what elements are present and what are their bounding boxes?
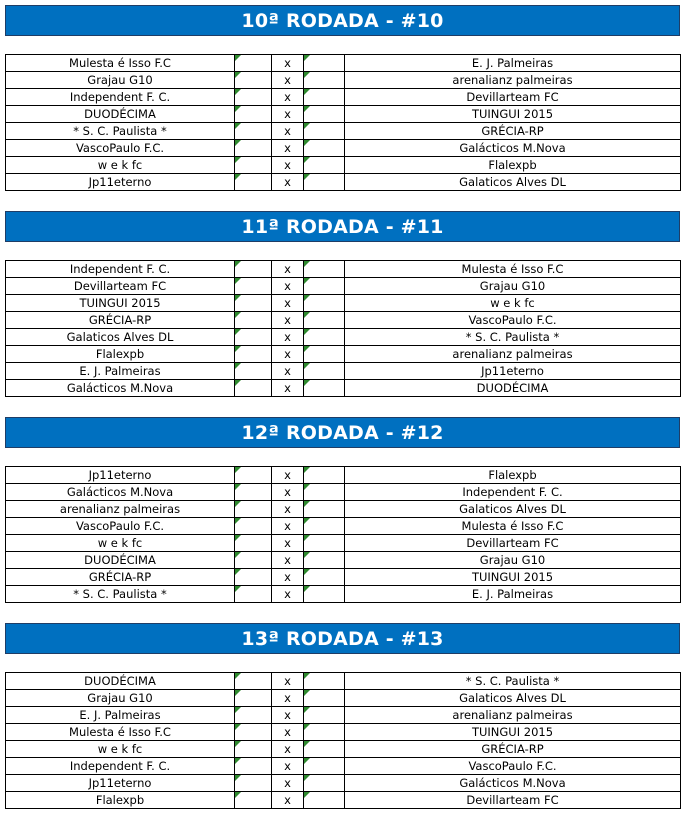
home-score-cell[interactable]	[235, 123, 272, 140]
match-row	[6, 380, 681, 397]
home-score-cell[interactable]	[235, 775, 272, 792]
home-score-cell[interactable]	[235, 586, 272, 603]
match-row	[6, 673, 681, 690]
match-row	[6, 741, 681, 758]
home-team: Mulesta é Isso F.C	[6, 55, 235, 72]
match-row	[6, 106, 681, 123]
home-score-cell[interactable]	[235, 380, 272, 397]
away-score-cell[interactable]	[304, 775, 345, 792]
home-score-cell[interactable]	[235, 467, 272, 484]
away-team: * S. C. Paulista *	[345, 329, 681, 346]
home-score-cell[interactable]	[235, 707, 272, 724]
home-score-cell[interactable]	[235, 501, 272, 518]
home-score-cell[interactable]	[235, 157, 272, 174]
away-score-cell[interactable]	[304, 569, 345, 586]
home-score-cell[interactable]	[235, 569, 272, 586]
away-team: arenalianz palmeiras	[345, 707, 681, 724]
away-score-cell[interactable]	[304, 278, 345, 295]
away-score-cell[interactable]	[304, 690, 345, 707]
away-team: Mulesta é Isso F.C	[345, 261, 681, 278]
round-title: 12ª RODADA - #12	[5, 417, 680, 448]
versus-label: x	[272, 174, 304, 191]
away-team: Grajau G10	[345, 552, 681, 569]
away-team: E. J. Palmeiras	[345, 55, 681, 72]
versus-label: x	[272, 89, 304, 106]
home-team: w e k fc	[6, 741, 235, 758]
home-team: GRÉCIA-RP	[6, 312, 235, 329]
home-team: DUODÉCIMA	[6, 673, 235, 690]
home-score-cell[interactable]	[235, 673, 272, 690]
match-row	[6, 690, 681, 707]
match-row	[6, 363, 681, 380]
versus-label: x	[272, 467, 304, 484]
match-row	[6, 707, 681, 724]
round-block	[5, 623, 680, 807]
away-score-cell[interactable]	[304, 707, 345, 724]
away-team: arenalianz palmeiras	[345, 346, 681, 363]
match-row	[6, 484, 681, 501]
home-score-cell[interactable]	[235, 535, 272, 552]
home-team: Flalexpb	[6, 346, 235, 363]
away-team: TUINGUI 2015	[345, 569, 681, 586]
away-score-cell[interactable]	[304, 552, 345, 569]
round-block	[5, 211, 680, 395]
away-team: Galaticos Alves DL	[345, 501, 681, 518]
match-row	[6, 758, 681, 775]
home-score-cell[interactable]	[235, 106, 272, 123]
versus-label: x	[272, 707, 304, 724]
home-team: Galaticos Alves DL	[6, 329, 235, 346]
versus-label: x	[272, 329, 304, 346]
match-table	[5, 260, 681, 397]
away-team: * S. C. Paulista *	[345, 673, 681, 690]
versus-label: x	[272, 55, 304, 72]
away-team: TUINGUI 2015	[345, 106, 681, 123]
home-score-cell[interactable]	[235, 278, 272, 295]
away-team: GRÉCIA-RP	[345, 123, 681, 140]
round-title: 11ª RODADA - #11	[5, 211, 680, 242]
versus-label: x	[272, 261, 304, 278]
match-row	[6, 775, 681, 792]
round-title: 10ª RODADA - #10	[5, 5, 680, 36]
away-score-cell[interactable]	[304, 484, 345, 501]
home-score-cell[interactable]	[235, 140, 272, 157]
versus-label: x	[272, 157, 304, 174]
away-score-cell[interactable]	[304, 518, 345, 535]
away-score-cell[interactable]	[304, 673, 345, 690]
home-team: Galácticos M.Nova	[6, 380, 235, 397]
away-team: Mulesta é Isso F.C	[345, 518, 681, 535]
away-score-cell[interactable]	[304, 741, 345, 758]
away-team: Galaticos Alves DL	[345, 690, 681, 707]
match-row	[6, 157, 681, 174]
versus-label: x	[272, 123, 304, 140]
round-block	[5, 5, 680, 189]
home-team: Galácticos M.Nova	[6, 484, 235, 501]
away-score-cell[interactable]	[304, 501, 345, 518]
match-row	[6, 72, 681, 89]
versus-label: x	[272, 552, 304, 569]
away-team: VascoPaulo F.C.	[345, 758, 681, 775]
home-team: w e k fc	[6, 535, 235, 552]
away-score-cell[interactable]	[304, 363, 345, 380]
away-score-cell[interactable]	[304, 312, 345, 329]
match-row	[6, 501, 681, 518]
home-team: Jp11eterno	[6, 174, 235, 191]
versus-label: x	[272, 380, 304, 397]
away-score-cell[interactable]	[304, 72, 345, 89]
away-team: Jp11eterno	[345, 363, 681, 380]
away-score-cell[interactable]	[304, 106, 345, 123]
versus-label: x	[272, 673, 304, 690]
home-score-cell[interactable]	[235, 261, 272, 278]
match-row	[6, 312, 681, 329]
match-row	[6, 569, 681, 586]
home-score-cell[interactable]	[235, 758, 272, 775]
away-team: Grajau G10	[345, 278, 681, 295]
match-row	[6, 89, 681, 106]
away-team: Independent F. C.	[345, 484, 681, 501]
away-score-cell[interactable]	[304, 586, 345, 603]
away-team: Devillarteam FC	[345, 792, 681, 809]
home-team: Grajau G10	[6, 690, 235, 707]
home-team: * S. C. Paulista *	[6, 123, 235, 140]
home-team: Jp11eterno	[6, 775, 235, 792]
away-score-cell[interactable]	[304, 295, 345, 312]
home-score-cell[interactable]	[235, 295, 272, 312]
match-table	[5, 466, 681, 603]
match-row	[6, 174, 681, 191]
home-score-cell[interactable]	[235, 329, 272, 346]
home-team: Devillarteam FC	[6, 278, 235, 295]
away-team: Flalexpb	[345, 157, 681, 174]
home-team: TUINGUI 2015	[6, 295, 235, 312]
home-score-cell[interactable]	[235, 55, 272, 72]
match-row	[6, 346, 681, 363]
home-score-cell[interactable]	[235, 89, 272, 106]
match-row	[6, 278, 681, 295]
away-score-cell[interactable]	[304, 792, 345, 809]
away-team: Galácticos M.Nova	[345, 775, 681, 792]
match-row	[6, 295, 681, 312]
versus-label: x	[272, 569, 304, 586]
versus-label: x	[272, 535, 304, 552]
match-row	[6, 55, 681, 72]
match-row	[6, 140, 681, 157]
away-team: Flalexpb	[345, 467, 681, 484]
away-team: Galaticos Alves DL	[345, 174, 681, 191]
home-team: Grajau G10	[6, 72, 235, 89]
home-score-cell[interactable]	[235, 552, 272, 569]
versus-label: x	[272, 346, 304, 363]
match-row	[6, 535, 681, 552]
versus-label: x	[272, 484, 304, 501]
home-score-cell[interactable]	[235, 741, 272, 758]
away-score-cell[interactable]	[304, 346, 345, 363]
match-table	[5, 54, 681, 191]
home-score-cell[interactable]	[235, 690, 272, 707]
away-team: Devillarteam FC	[345, 535, 681, 552]
versus-label: x	[272, 586, 304, 603]
home-team: Independent F. C.	[6, 758, 235, 775]
home-team: * S. C. Paulista *	[6, 586, 235, 603]
away-score-cell[interactable]	[304, 89, 345, 106]
home-team: Independent F. C.	[6, 261, 235, 278]
away-score-cell[interactable]	[304, 724, 345, 741]
away-team: Galácticos M.Nova	[345, 140, 681, 157]
home-team: DUODÉCIMA	[6, 552, 235, 569]
home-team: Mulesta é Isso F.C	[6, 724, 235, 741]
home-score-cell[interactable]	[235, 72, 272, 89]
home-team: GRÉCIA-RP	[6, 569, 235, 586]
versus-label: x	[272, 363, 304, 380]
away-score-cell[interactable]	[304, 157, 345, 174]
versus-label: x	[272, 724, 304, 741]
away-score-cell[interactable]	[304, 55, 345, 72]
round-block	[5, 417, 680, 601]
home-score-cell[interactable]	[235, 518, 272, 535]
home-team: Flalexpb	[6, 792, 235, 809]
home-team: DUODÉCIMA	[6, 106, 235, 123]
versus-label: x	[272, 312, 304, 329]
versus-label: x	[272, 758, 304, 775]
away-score-cell[interactable]	[304, 329, 345, 346]
away-score-cell[interactable]	[304, 467, 345, 484]
away-score-cell[interactable]	[304, 380, 345, 397]
versus-label: x	[272, 72, 304, 89]
home-team: Jp11eterno	[6, 467, 235, 484]
versus-label: x	[272, 741, 304, 758]
home-team: VascoPaulo F.C.	[6, 518, 235, 535]
home-score-cell[interactable]	[235, 724, 272, 741]
match-row	[6, 586, 681, 603]
match-row	[6, 467, 681, 484]
away-team: VascoPaulo F.C.	[345, 312, 681, 329]
away-team: GRÉCIA-RP	[345, 741, 681, 758]
away-team: arenalianz palmeiras	[345, 72, 681, 89]
home-team: Independent F. C.	[6, 89, 235, 106]
versus-label: x	[272, 278, 304, 295]
home-team: E. J. Palmeiras	[6, 363, 235, 380]
away-team: DUODÉCIMA	[345, 380, 681, 397]
home-score-cell[interactable]	[235, 484, 272, 501]
home-score-cell[interactable]	[235, 174, 272, 191]
away-score-cell[interactable]	[304, 261, 345, 278]
match-row	[6, 792, 681, 809]
home-team: w e k fc	[6, 157, 235, 174]
versus-label: x	[272, 295, 304, 312]
match-row	[6, 123, 681, 140]
match-row	[6, 261, 681, 278]
home-score-cell[interactable]	[235, 346, 272, 363]
home-team: VascoPaulo F.C.	[6, 140, 235, 157]
match-row	[6, 518, 681, 535]
away-score-cell[interactable]	[304, 140, 345, 157]
away-team: Devillarteam FC	[345, 89, 681, 106]
home-score-cell[interactable]	[235, 363, 272, 380]
match-row	[6, 552, 681, 569]
versus-label: x	[272, 501, 304, 518]
versus-label: x	[272, 140, 304, 157]
away-team: w e k fc	[345, 295, 681, 312]
home-team: E. J. Palmeiras	[6, 707, 235, 724]
versus-label: x	[272, 106, 304, 123]
match-table	[5, 672, 681, 809]
home-score-cell[interactable]	[235, 792, 272, 809]
round-title: 13ª RODADA - #13	[5, 623, 680, 654]
away-score-cell[interactable]	[304, 123, 345, 140]
versus-label: x	[272, 690, 304, 707]
away-team: TUINGUI 2015	[345, 724, 681, 741]
away-score-cell[interactable]	[304, 758, 345, 775]
match-row	[6, 329, 681, 346]
home-team: arenalianz palmeiras	[6, 501, 235, 518]
away-score-cell[interactable]	[304, 535, 345, 552]
versus-label: x	[272, 792, 304, 809]
versus-label: x	[272, 775, 304, 792]
match-row	[6, 724, 681, 741]
away-score-cell[interactable]	[304, 174, 345, 191]
away-team: E. J. Palmeiras	[345, 586, 681, 603]
home-score-cell[interactable]	[235, 312, 272, 329]
versus-label: x	[272, 518, 304, 535]
